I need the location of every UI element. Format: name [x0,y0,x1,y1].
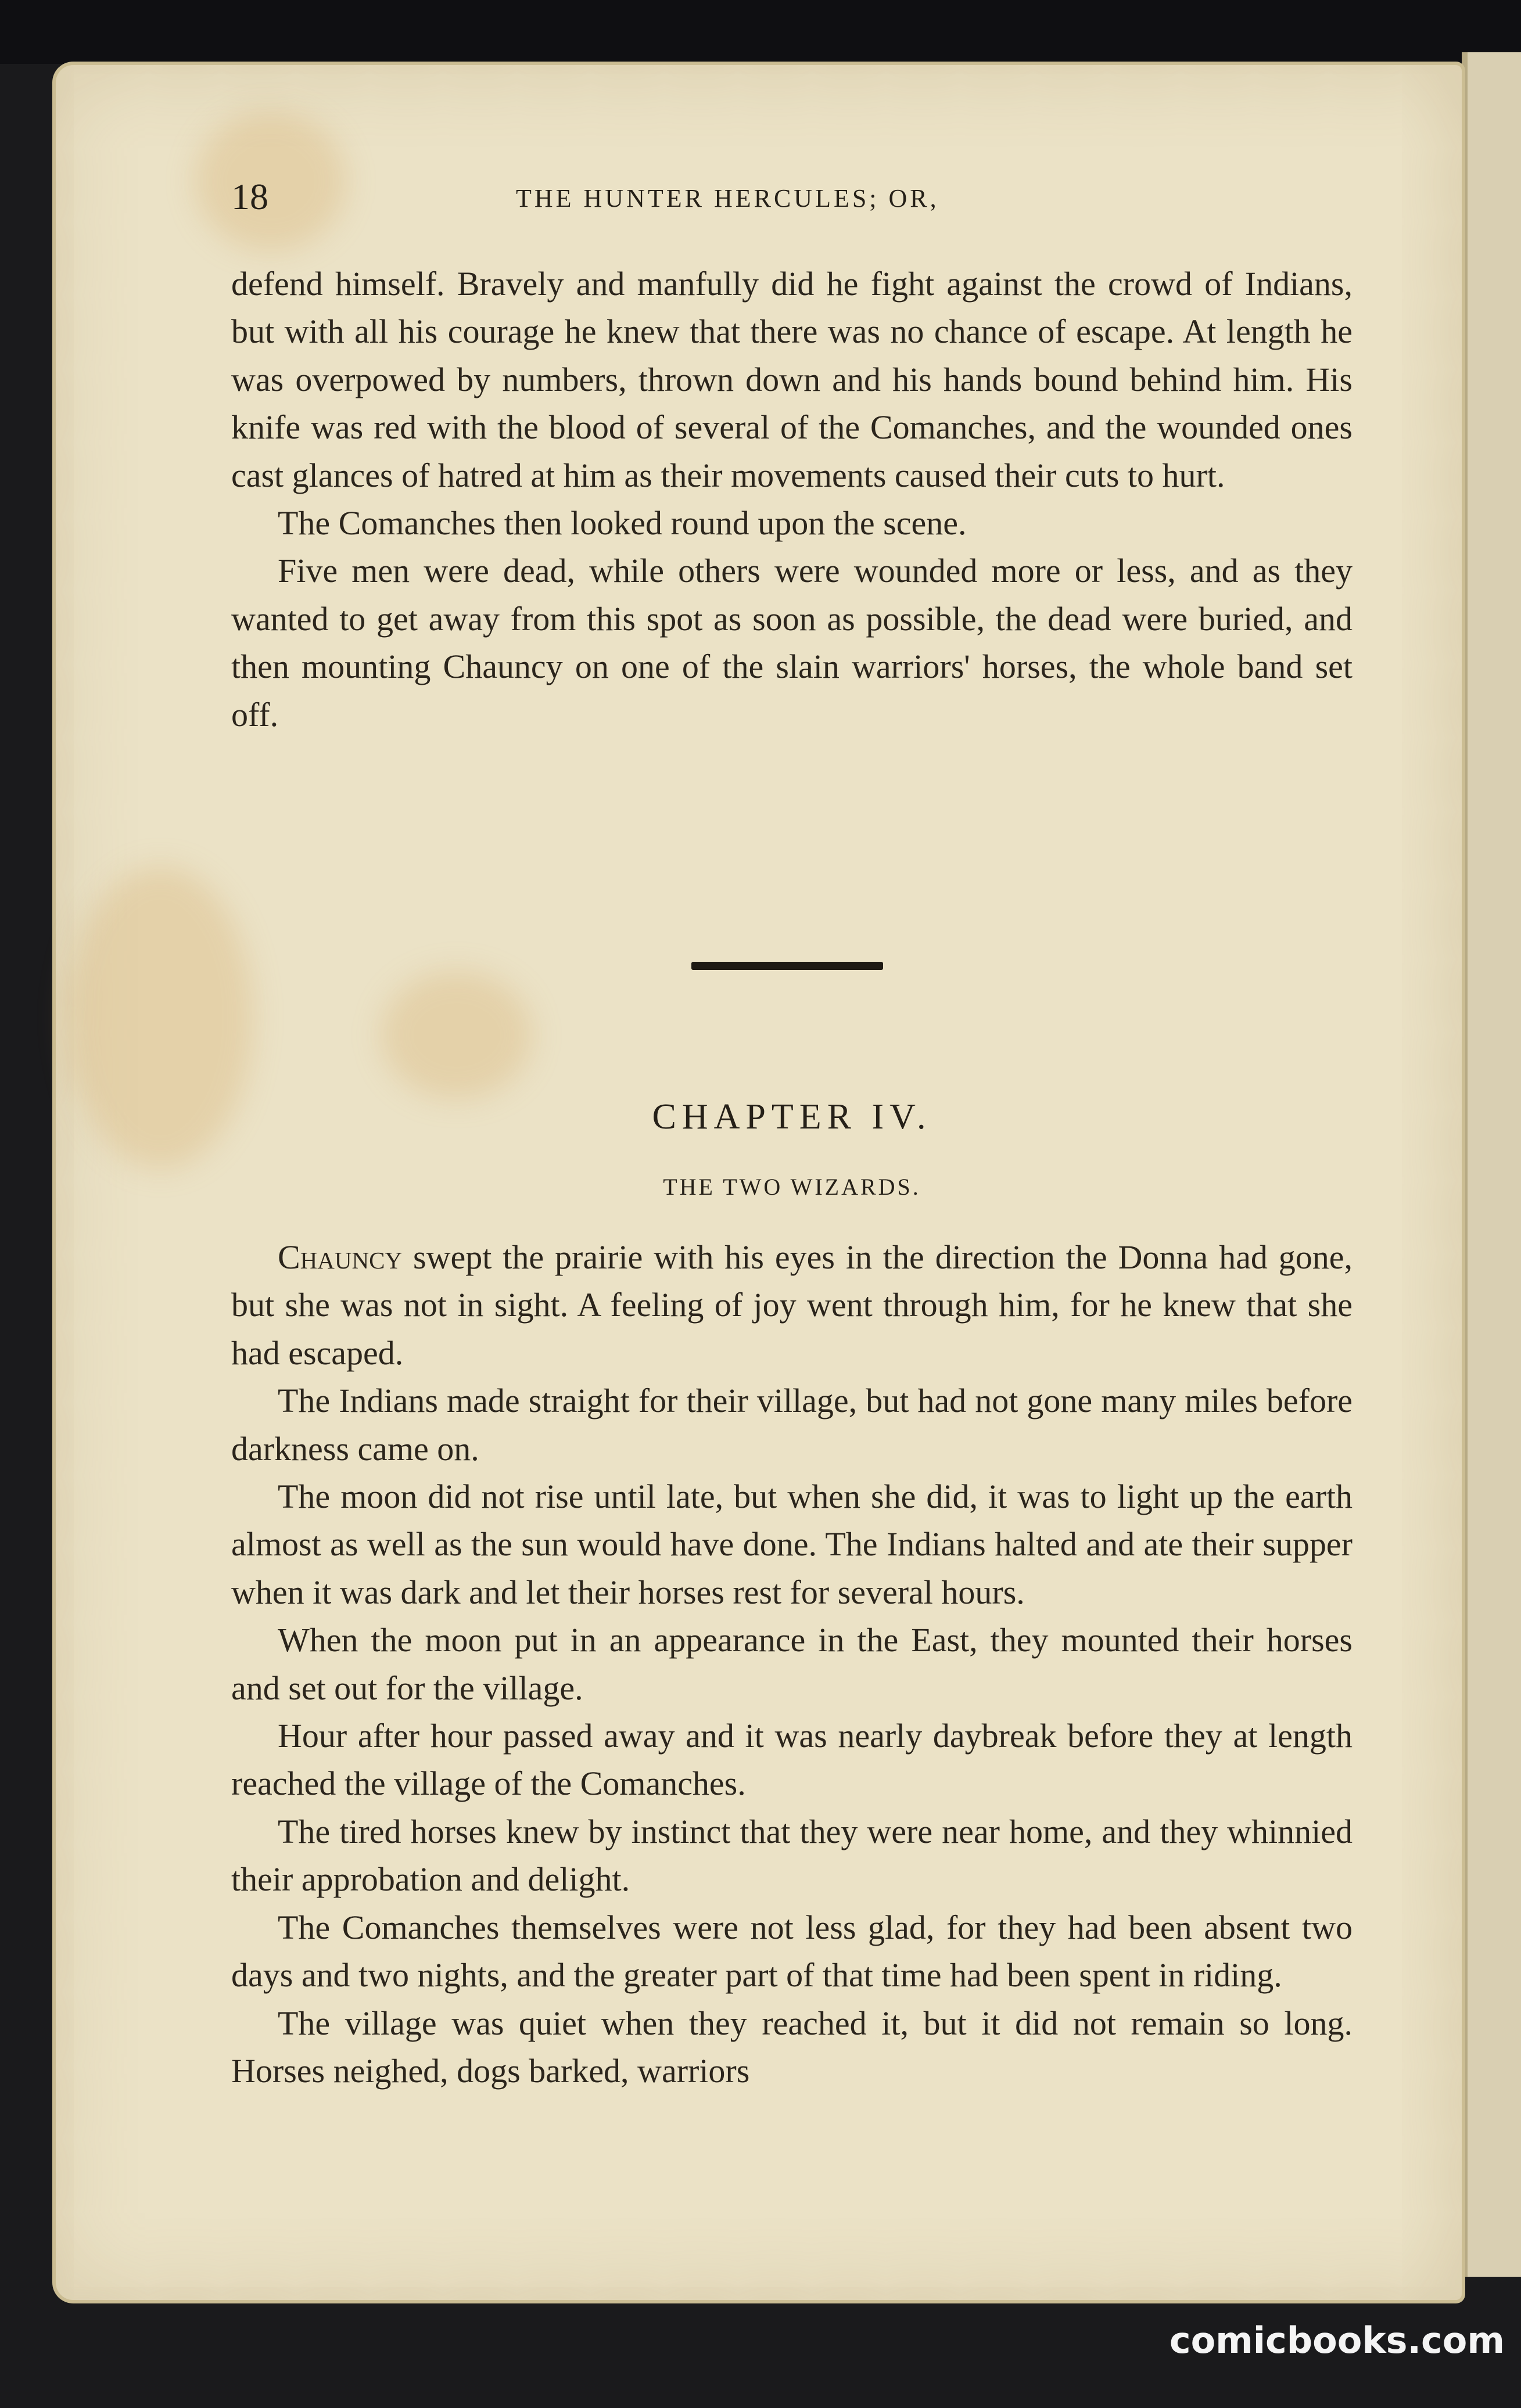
paragraph: Five men were dead, while others were wounded more or less, and as they wanted to get away from this spot as soon as possible, the dead were buried, and then mounting Chauncy on one of the slain warriors' horses, the whole band set off. [231,552,1353,734]
paragraph: The Indians made straight for their village, but had not gone many miles before darkness came on. [231,1382,1353,1468]
page-number: 18 [231,176,268,217]
background-top [0,0,1521,64]
watermark-text: comicbooks.com [1169,2319,1505,2362]
paragraph: The village was quiet when they reached it, but it did not remain so long. Horses neighed, dogs barked, warriors [231,2004,1353,2090]
chapter-text [231,1234,1353,2095]
paragraph: The tired horses knew by instinct that they were near home, and they whinnied their approbation and delight. [231,1812,1353,1899]
running-head [231,175,1353,228]
paragraph: Hour after hour passed away and it was nearly daybreak before they at length reached the village of the Comanches. [231,1717,1353,1803]
paragraph-rest: swept the prairie with his eyes in the direction the Donna had gone, but she was not in sight. A feeling of joy went through him, for he knew that she had escaped. [231,1238,1353,1372]
paragraph: When the moon put in an appearance in the East, they mounted their horses and set out for the village. [231,1621,1353,1707]
running-title: THE HUNTER HERCULES; OR, [516,184,939,213]
chapter-title: THE TWO WIZARDS. [663,1174,921,1200]
stain [381,971,532,1099]
section-divider [691,962,883,970]
facing-page-edge [1462,52,1521,2277]
paragraph: The Comanches themselves were not less glad, for they had been absent two days and two nights, and the greater part of that time had been spent in riding. [231,1908,1353,1994]
chapter-heading: CHAPTER IV. [652,1097,932,1137]
drop-word: Chauncy [278,1238,403,1276]
opening-text [231,260,1353,739]
paragraph: The moon did not rise until late, but when she did, it was to light up the earth almost as well as the sun would have done. The Indians halted and ate their supper when it was dark and let their horses rest for several hours. [231,1478,1353,1611]
paragraph: The Comanches then looked round upon the scene. [278,504,967,542]
paragraph [231,1234,1353,1377]
stain [67,867,253,1169]
paragraph: defend himself. Bravely and manfully did he fight against the crowd of Indians, but with all his courage he knew that there was no chance of escape. At length he was overpowed by numbers, thrown down and his hands bound behind him. His knife was red with the blood of several of the Comanches, and the wounded ones cast glances of hatred at him as their movements caused their cuts to hurt. [231,265,1353,494]
